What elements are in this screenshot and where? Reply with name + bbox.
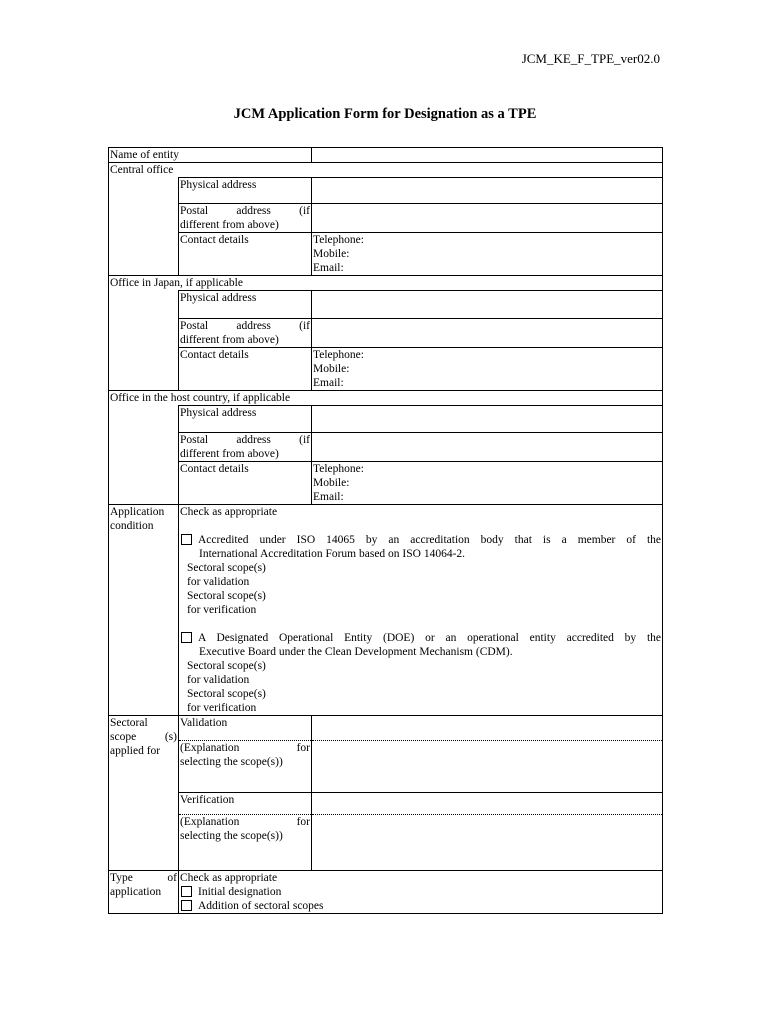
name-of-entity-label: Name of entity (109, 148, 312, 163)
row-office-japan (109, 276, 663, 291)
type-check-instruction: Check as appropriate (180, 872, 278, 884)
email-label: Email: (313, 377, 344, 389)
explanation-line-2: selecting the scope(s)) (180, 756, 283, 768)
iso-14065-text: Accredited under ISO 14065 by an accreditation body that is a member of the (198, 534, 662, 546)
initial-designation-checkbox[interactable] (181, 886, 192, 897)
application-check-instruction: Check as appropriate (180, 506, 278, 518)
office-japan-heading: Office in Japan, if applicable (109, 276, 663, 291)
mobile-label: Mobile: (313, 248, 350, 260)
japan-contact-details-field[interactable] (312, 348, 663, 391)
telephone-label: Telephone: (313, 463, 364, 475)
sectoral-label-line-1: Sectoral (110, 717, 148, 729)
scope-validation-label-2: for validation (187, 576, 250, 588)
japan-physical-address-field[interactable] (312, 291, 663, 319)
postal-line-1: Postal address (if (180, 434, 311, 446)
explanation-line-1: (Explanation for (180, 816, 311, 828)
row-application-condition (109, 505, 663, 716)
japan-physical-address-label: Physical address (179, 291, 312, 319)
doe-text-cont: Executive Board under the Clean Development Mechanism (CDM). (199, 646, 513, 658)
option-initial-designation (180, 885, 661, 899)
validation-explanation-label (179, 741, 312, 793)
application-condition-options (179, 505, 663, 716)
central-physical-address-field[interactable] (312, 178, 663, 204)
office-host-spacer (109, 406, 179, 505)
row-office-host (109, 391, 663, 406)
type-label-line-2: application (110, 886, 162, 898)
verification-field[interactable] (312, 793, 663, 815)
iso-14065-checkbox[interactable] (181, 534, 192, 545)
application-label-line-2: condition (110, 520, 154, 532)
japan-postal-address-field[interactable] (312, 319, 663, 348)
sectoral-label-line-2: scope (s) (110, 731, 177, 743)
verification-label: Verification (179, 793, 312, 815)
application-form-table (108, 147, 663, 914)
initial-designation-text: Initial designation (198, 886, 282, 898)
postal-line-1: Postal address (if (180, 205, 311, 217)
central-office-spacer (109, 178, 179, 276)
telephone-label: Telephone: (313, 349, 364, 361)
doe-checkbox[interactable] (181, 632, 192, 643)
type-label-line-1: Type of (110, 872, 177, 884)
option-addition-scopes (180, 899, 661, 913)
scope-validation-label-1: Sectoral scope(s) (187, 562, 266, 574)
office-host-heading: Office in the host country, if applicable (109, 391, 663, 406)
host-postal-address-label (179, 433, 312, 462)
sectoral-scope-label (109, 716, 179, 871)
verification-explanation-field[interactable] (312, 815, 663, 871)
mobile-label: Mobile: (313, 477, 350, 489)
row-name-of-entity (109, 148, 663, 163)
central-contact-details-label: Contact details (179, 233, 312, 276)
validation-explanation-field[interactable] (312, 741, 663, 793)
email-label: Email: (313, 491, 344, 503)
option-iso-14065 (180, 533, 661, 547)
type-of-application-label (109, 871, 179, 914)
postal-line-2: different from above) (180, 334, 279, 346)
document-id: JCM_KE_F_TPE_ver02.0 (521, 51, 660, 66)
email-label: Email: (313, 262, 344, 274)
postal-line-2: different from above) (180, 219, 279, 231)
scope-verification-label-2: for verification (187, 604, 257, 616)
host-physical-address-field[interactable] (312, 406, 663, 433)
page-title: JCM Application Form for Designation as a TPE (233, 106, 537, 122)
central-postal-address-label (179, 204, 312, 233)
row-central-office (109, 163, 663, 178)
name-of-entity-field[interactable] (312, 148, 663, 163)
application-label-line-1: Application (110, 506, 165, 518)
host-contact-details-label: Contact details (179, 462, 312, 505)
japan-contact-details-label: Contact details (179, 348, 312, 391)
mobile-label: Mobile: (313, 363, 350, 375)
application-condition-label (109, 505, 179, 716)
central-postal-address-field[interactable] (312, 204, 663, 233)
host-postal-address-field[interactable] (312, 433, 663, 462)
iso-14065-text-cont: International Accreditation Forum based on ISO 14064-2. (199, 548, 466, 560)
explanation-line-2: selecting the scope(s)) (180, 830, 283, 842)
explanation-line-1: (Explanation for (180, 742, 311, 754)
sectoral-label-line-3: applied for (110, 745, 161, 757)
scope-verification-label-2: for verification (187, 702, 257, 714)
option-doe (180, 631, 661, 645)
scope-verification-label-1: Sectoral scope(s) (187, 590, 266, 602)
telephone-label: Telephone: (313, 234, 364, 246)
addition-scopes-text: Addition of sectoral scopes (198, 900, 324, 912)
scope-verification-label-1: Sectoral scope(s) (187, 688, 266, 700)
host-physical-address-label: Physical address (179, 406, 312, 433)
central-contact-details-field[interactable] (312, 233, 663, 276)
office-japan-spacer (109, 291, 179, 391)
central-office-heading: Central office (109, 163, 663, 178)
scope-validation-label-2: for validation (187, 674, 250, 686)
validation-field[interactable] (312, 716, 663, 741)
type-of-application-options (179, 871, 663, 914)
japan-postal-address-label (179, 319, 312, 348)
validation-label: Validation (179, 716, 312, 741)
addition-scopes-checkbox[interactable] (181, 900, 192, 911)
postal-line-2: different from above) (180, 448, 279, 460)
central-physical-address-label: Physical address (179, 178, 312, 204)
row-type-of-application (109, 871, 663, 914)
postal-line-1: Postal address (if (180, 320, 311, 332)
scope-validation-label-1: Sectoral scope(s) (187, 660, 266, 672)
doe-text: A Designated Operational Entity (DOE) or an operational entity accredited by the (198, 632, 662, 644)
host-contact-details-field[interactable] (312, 462, 663, 505)
verification-explanation-label (179, 815, 312, 871)
